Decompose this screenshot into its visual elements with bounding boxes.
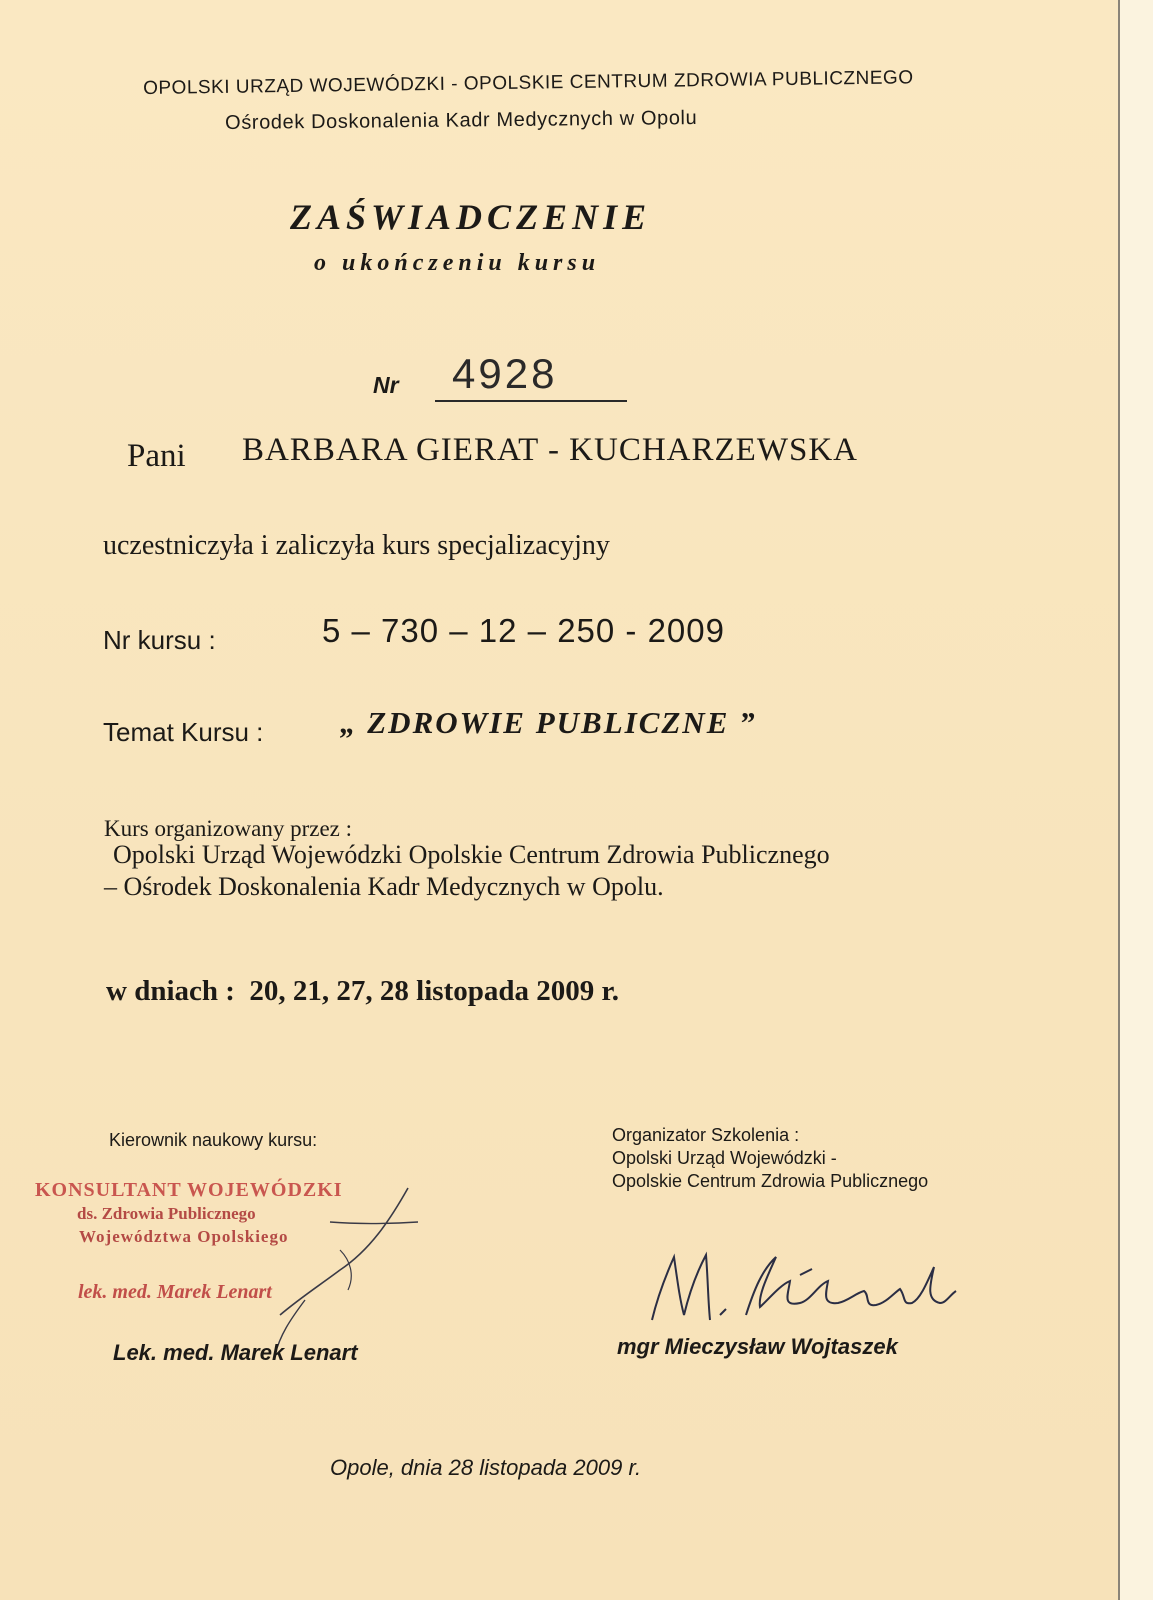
certificate-subtitle: o ukończeniu kursu [314,250,601,276]
certificate-title: ZAŚWIADCZENIE [290,197,652,237]
training-organizer-label: Organizator Szkolenia : [612,1125,800,1145]
left-signature [180,1180,430,1360]
stamp-line4: lek. med. Marek Lenart [78,1281,272,1303]
course-number-label: Nr kursu : [103,625,216,655]
scientific-director-name: Lek. med. Marek Lenart [113,1340,358,1365]
certificate-number-label: Nr [373,372,399,398]
certificate-number-underline [435,400,627,402]
stamp-line3: Województwa Opolskiego [79,1227,289,1246]
page-edge-strip [1120,0,1153,1600]
header-institution: OPOLSKI URZĄD WOJEWÓDZKI - OPOLSKIE CENTRUM ZDROWIA PUBLICZNEGO [143,67,914,99]
right-signature [650,1245,960,1335]
course-topic-value: „ ZDROWIE PUBLICZNE ” [340,705,757,740]
dates-label: w dniach : [106,975,235,1007]
stamp-line2: ds. Zdrowia Publicznego [77,1204,256,1223]
training-organizer-line2: Opolski Urząd Wojewódzki - [612,1148,837,1168]
place-and-date: Opole, dnia 28 listopada 2009 r. [330,1455,642,1480]
organizer-label: Kurs organizowany przez : [104,816,353,841]
course-topic-label: Temat Kursu : [103,717,264,747]
training-organizer-name: mgr Mieczysław Wojtaszek [617,1334,898,1359]
organizer-line1: Opolski Urząd Wojewódzki Opolskie Centrum Zdrowia Publicznego [113,840,830,869]
recipient-name: BARBARA GIERAT - KUCHARZEWSKA [242,432,859,468]
organizer-line2: – Ośrodek Doskonalenia Kadr Medycznych w Opolu. [104,872,664,901]
header-department: Ośrodek Doskonalenia Kadr Medycznych w Opolu [225,107,698,134]
training-organizer-line3: Opolskie Centrum Zdrowia Publicznego [612,1171,929,1191]
course-dates [106,975,619,1008]
stamp-line1: KONSULTANT WOJEWÓDZKI [35,1179,343,1201]
course-number-value: 5 – 730 – 12 – 250 - 2009 [322,612,725,649]
recipient-salutation: Pani [127,438,186,474]
training-organizer-block [612,1124,928,1193]
completion-statement: uczestniczyła i zaliczyła kurs specjalizacyjny [103,530,610,561]
scientific-director-label: Kierownik naukowy kursu: [109,1130,318,1150]
certificate-number-value: 4928 [452,350,558,397]
dates-value: 20, 21, 27, 28 listopada 2009 r. [249,975,619,1007]
